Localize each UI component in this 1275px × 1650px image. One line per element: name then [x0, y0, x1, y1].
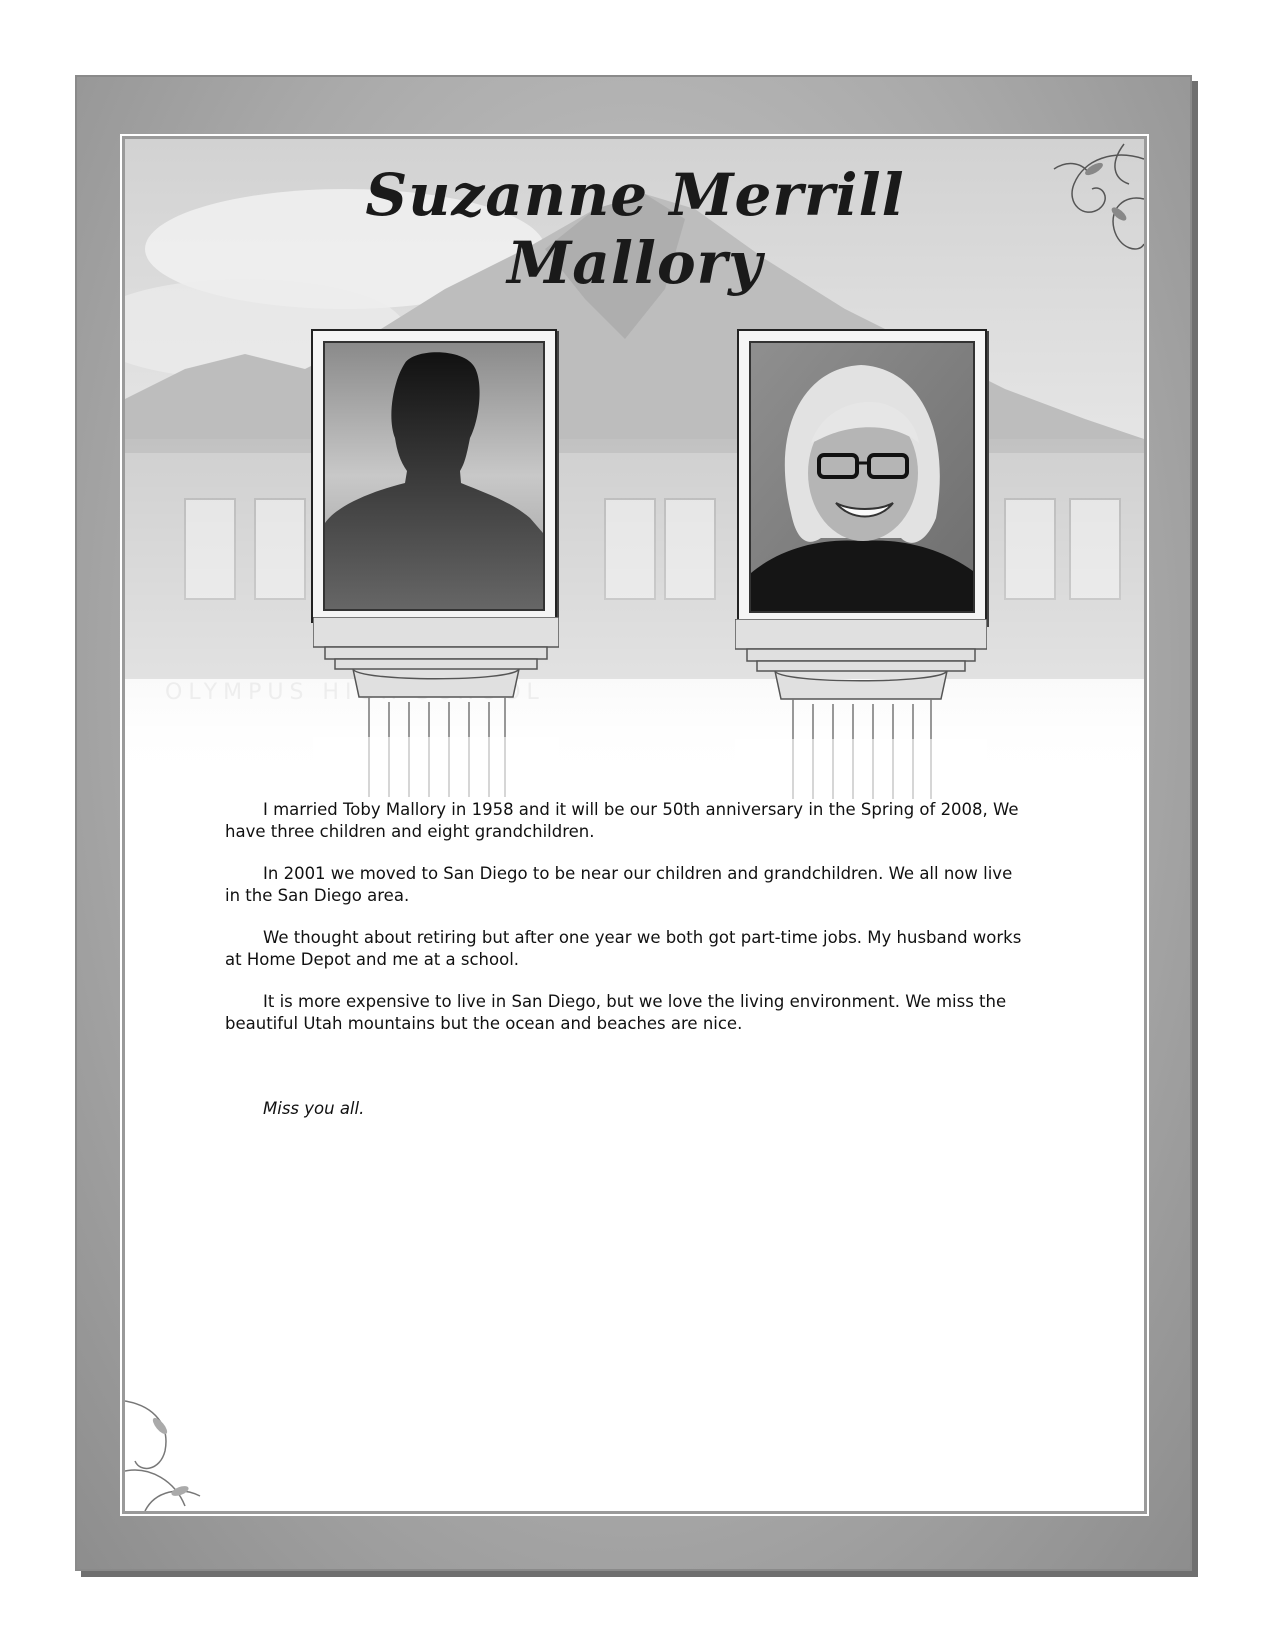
right-pillar-icon — [735, 619, 987, 799]
left-photo — [323, 341, 545, 611]
right-photo-frame — [737, 329, 987, 625]
page-border-frame — [75, 75, 1192, 1571]
right-photo — [749, 341, 975, 613]
floral-corner-icon — [125, 1381, 255, 1511]
portrait-photo — [751, 343, 973, 611]
silhouette-icon — [325, 343, 543, 609]
body-text — [225, 799, 1025, 1055]
paragraph: In 2001 we moved to San Diego to be near our children and grandchildren. We all now live in the San Diego area. — [225, 864, 1013, 905]
left-pillar-icon — [313, 617, 559, 797]
paragraph: It is more expensive to live in San Diego, but we love the living environment. We miss the beautiful Utah mountains but the ocean and beaches are nice. — [225, 992, 1007, 1033]
paragraph: We thought about retiring but after one year we both got part-time jobs. My husband works at Home Depot and me at a school. — [225, 928, 1022, 969]
page-title: Suzanne Merrill Mallory — [365, 161, 905, 297]
left-photo-frame — [311, 329, 557, 623]
floral-corner-icon — [1014, 139, 1144, 269]
page-content-area — [125, 139, 1144, 1511]
paragraph: I married Toby Mallory in 1958 and it will be our 50th anniversary in the Spring of 2008, We have three children and eight grandchildren. — [225, 800, 1019, 841]
signoff: Miss you all. — [263, 1099, 365, 1118]
